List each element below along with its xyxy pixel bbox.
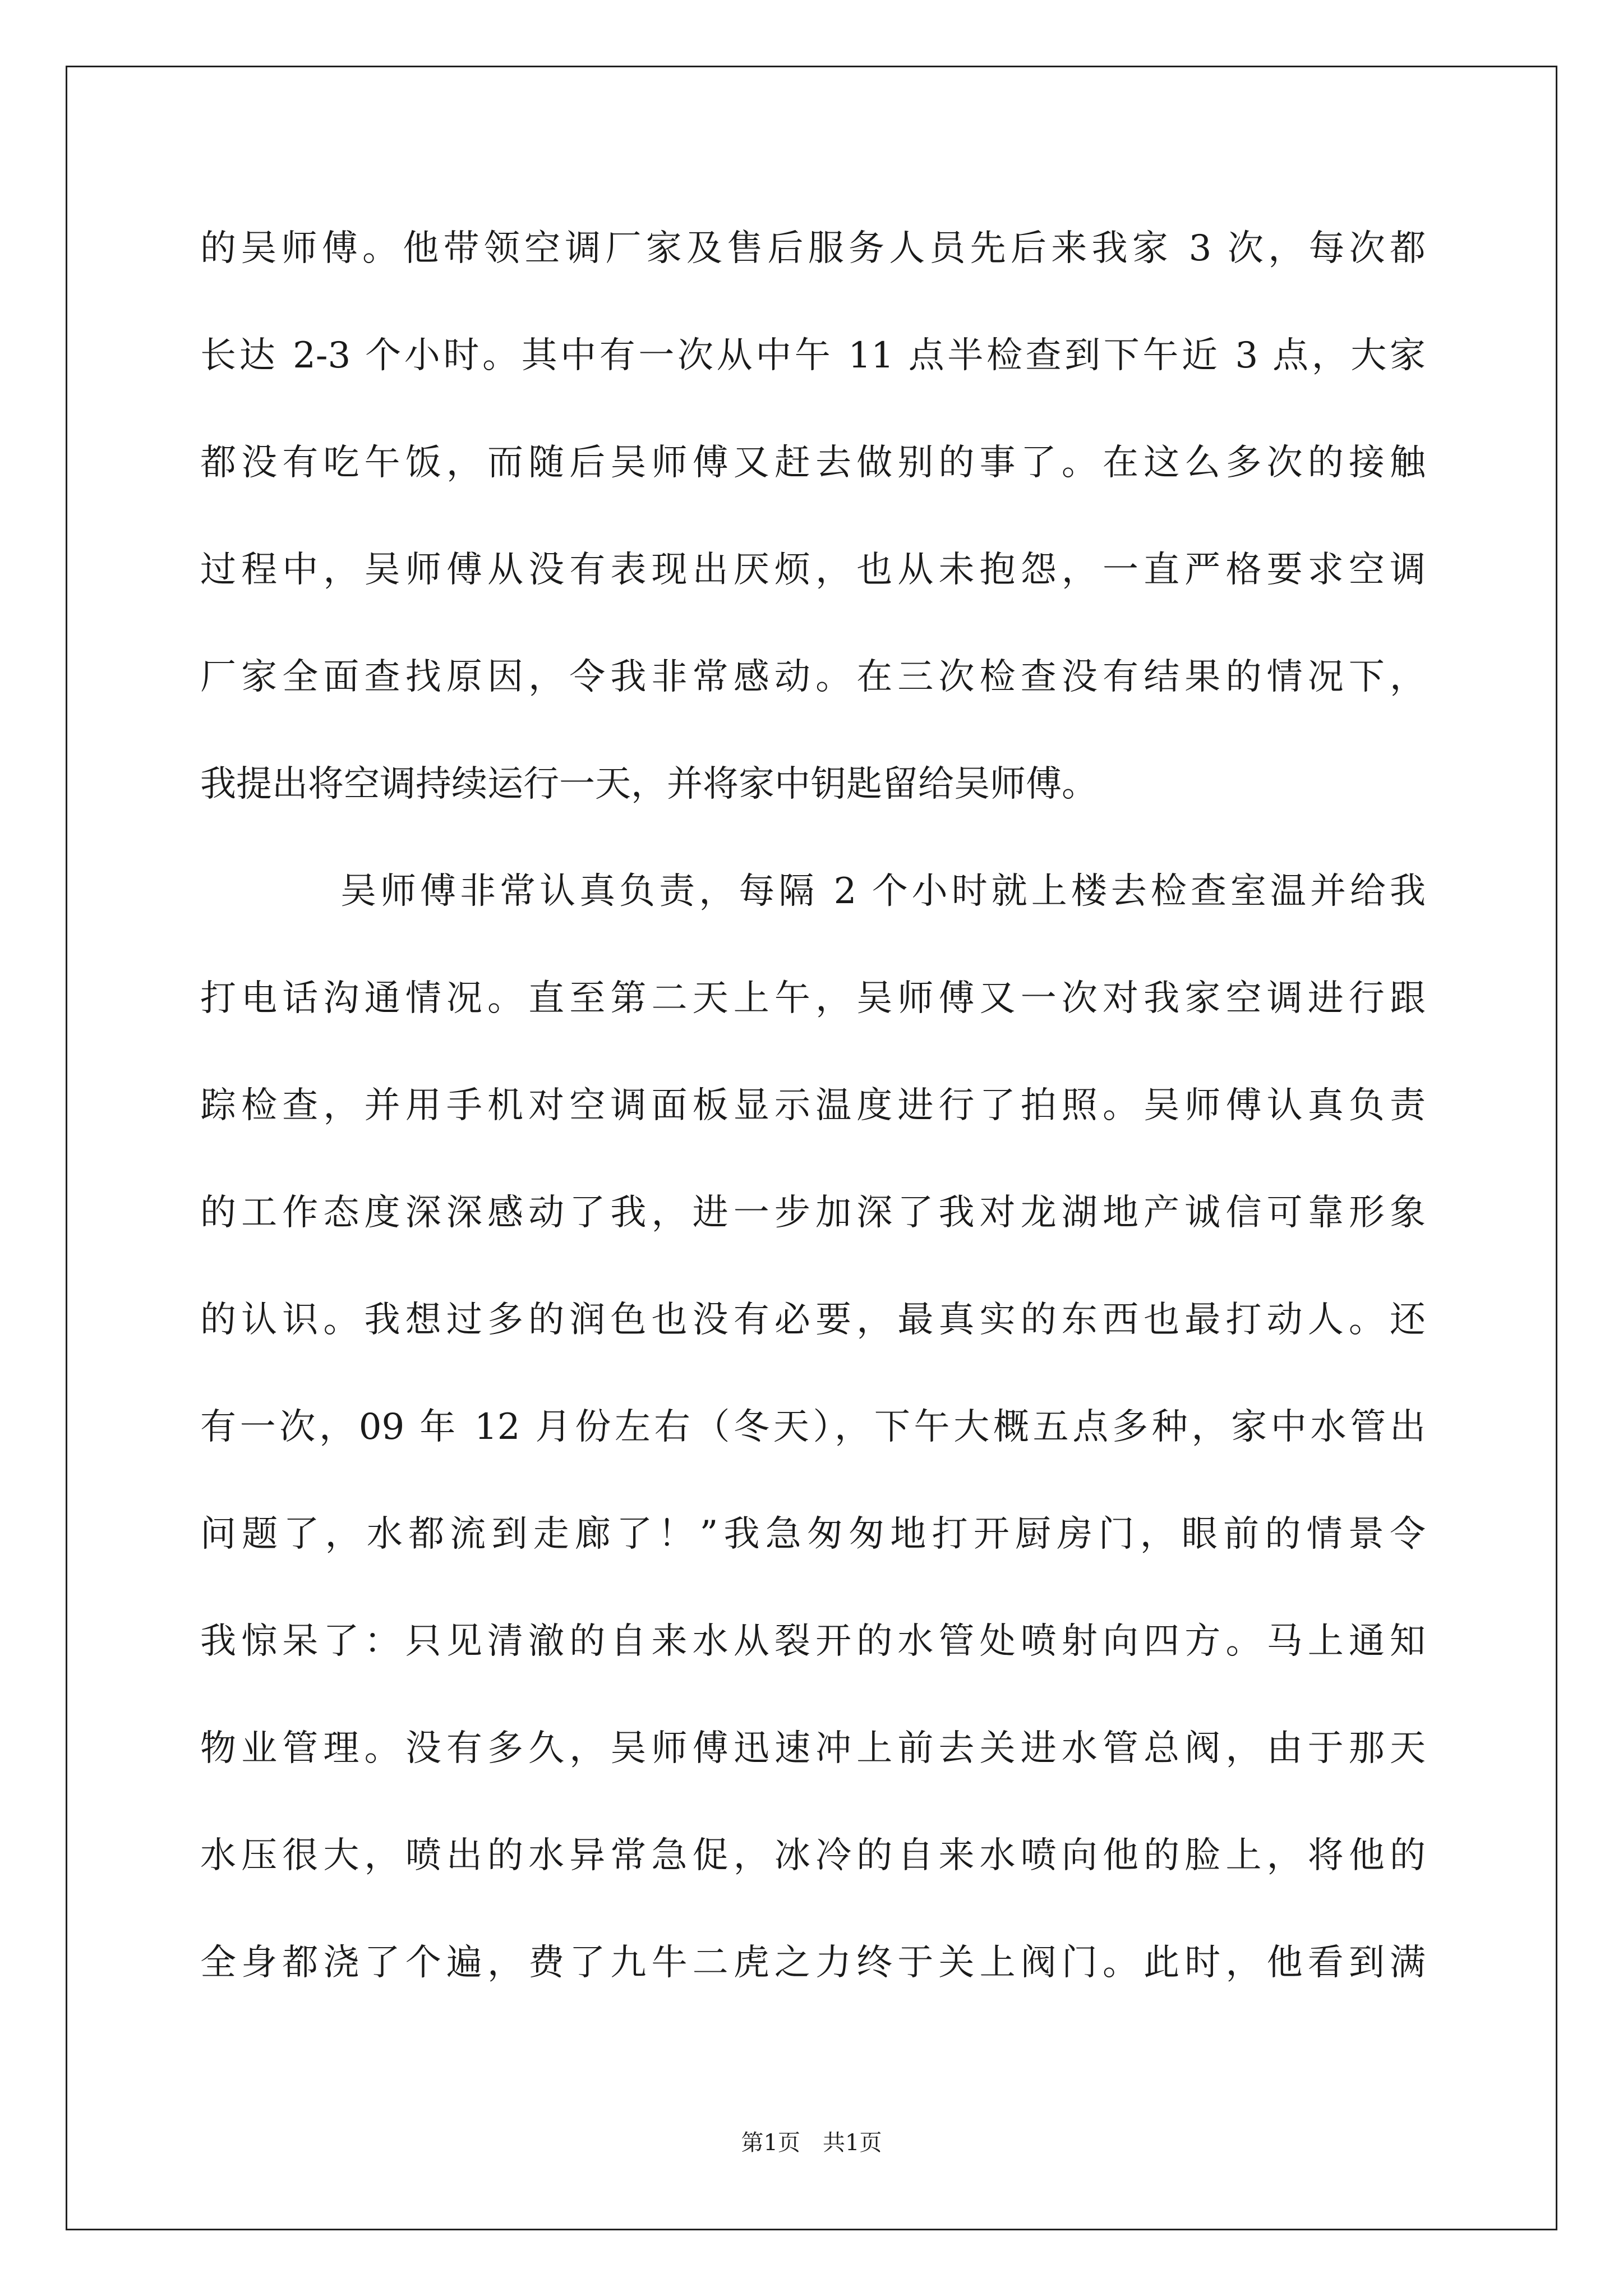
text-line: 的吴师傅。他带领空调厂家及售后服务人员先后来我家 3 次，每次都 [200, 228, 1426, 269]
text-line: 全身都浇了个遍，费了九牛二虎之力终于关上阀门。此时，他看到满 [200, 1942, 1426, 1984]
text-line: 物业管理。没有多久，吴师傅迅速冲上前去关进水管总阀，由于那天 [200, 1728, 1426, 1769]
text-line: 的工作态度深深感动了我，进一步加深了我对龙湖地产诚信可靠形象 [200, 1192, 1426, 1234]
text-line: 的认识。我想过多的润色也没有必要，最真实的东西也最打动人。还 [200, 1299, 1426, 1341]
text-line: 我提出将空调持续运行一天，并将家中钥匙留给吴师傅。 [200, 763, 1098, 805]
document-body [200, 195, 1426, 2017]
text-line: 水压很大，喷出的水异常急促，冰冷的自来水喷向他的脸上，将他的 [200, 1835, 1426, 1876]
page-number-footer: 第1页 共1页 [741, 2130, 882, 2156]
text-line: 踪检查，并用手机对空调面板显示温度进行了拍照。吴师傅认真负责 [200, 1085, 1426, 1126]
text-line: 过程中，吴师傅从没有表现出厌烦，也从未抱怨，一直严格要求空调 [200, 549, 1426, 591]
text-line: 长达 2-3 个小时。其中有一次从中午 11 点半检查到下午近 3 点，大家 [200, 335, 1426, 376]
text-line: 问题了，水都流到走廊了！”我急匆匆地打开厨房门，眼前的情景令 [200, 1513, 1426, 1555]
text-line: 厂家全面查找原因，令我非常感动。在三次检查没有结果的情况下， [200, 656, 1426, 698]
text-line: 有一次，09 年 12 月份左右（冬天），下午大概五点多种，家中水管出 [200, 1406, 1426, 1448]
text-line: 吴师傅非常认真负责，每隔 2 个小时就上楼去检查室温并给我 [340, 871, 1426, 912]
text-line: 打电话沟通情况。直至第二天上午，吴师傅又一次对我家空调进行跟 [200, 978, 1426, 1019]
text-line: 我惊呆了：只见清澈的自来水从裂开的水管处喷射向四方。马上通知 [200, 1621, 1426, 1662]
text-line: 都没有吃午饭，而随后吴师傅又赶去做别的事了。在这么多次的接触 [200, 442, 1426, 484]
